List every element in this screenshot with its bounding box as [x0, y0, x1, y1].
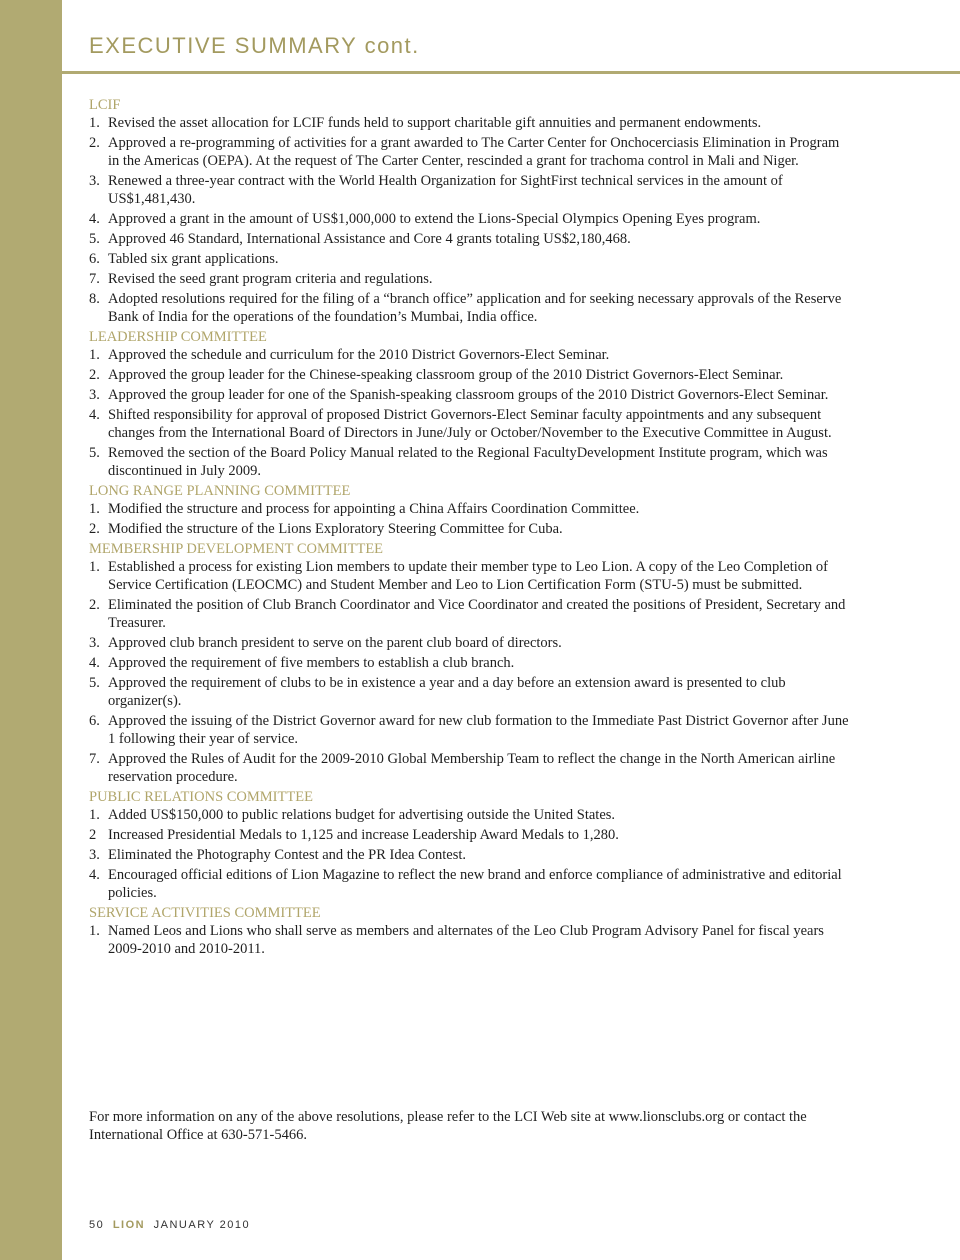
item-text: Eliminated the position of Club Branch Coordinator and Vice Coordinator and created the positions of President, Secretary and Treasurer.	[108, 597, 846, 631]
page-footer	[89, 1219, 250, 1231]
item-text: Approved the group leader for one of the Spanish-speaking classroom groups of the 2010 District Governors-Elect Seminar.	[108, 387, 829, 403]
section-list	[89, 346, 849, 480]
item-text: Modified the structure of the Lions Exploratory Steering Committee for Cuba.	[108, 521, 563, 537]
item-text: Increased Presidential Medals to 1,125 and increase Leadership Award Medals to 1,280.	[108, 827, 619, 843]
list-item	[89, 634, 849, 652]
item-number: 7.	[89, 271, 100, 287]
summary-content	[89, 96, 849, 960]
list-item	[89, 172, 849, 208]
item-text: Approved the issuing of the District Governor award for new club formation to the Immediate Past District Governor after June 1 following their year of service.	[108, 713, 849, 747]
item-text: Approved 46 Standard, International Assistance and Core 4 grants totaling US$2,180,468.	[108, 231, 631, 247]
section-heading: LCIF	[89, 97, 121, 113]
list-item	[89, 674, 849, 710]
item-number: 1.	[89, 347, 100, 363]
list-item	[89, 500, 849, 518]
item-text: Removed the section of the Board Policy Manual related to the Regional FacultyDevelopment Institute program, which was discontinued in July 2009.	[108, 445, 828, 479]
footer-note: For more information on any of the above resolutions, please refer to the LCI Web site at www.lionsclubs.org or contact the International Office at 630-571-5466.	[89, 1109, 807, 1143]
list-item	[89, 114, 849, 132]
item-number: 1.	[89, 501, 100, 517]
list-item	[89, 290, 849, 326]
section-list	[89, 806, 849, 902]
item-number: 2	[89, 827, 97, 843]
item-text: Approved the requirement of clubs to be in existence a year and a day before an extension award is presented to club organizer(s).	[108, 675, 786, 709]
item-text: Approved the schedule and curriculum for the 2010 District Governors-Elect Seminar.	[108, 347, 610, 363]
list-item	[89, 922, 849, 958]
list-item	[89, 712, 849, 748]
list-item	[89, 346, 849, 364]
list-item	[89, 250, 849, 268]
list-item	[89, 806, 849, 824]
item-text: Established a process for existing Lion members to update their member type to Leo Lion. A copy of the Leo Completion of Service Certification (LEOCMC) and Student Member and Leo to Lion Certification Form (STU-5) must be submitted.	[108, 559, 829, 593]
list-item	[89, 210, 849, 228]
item-number: 5.	[89, 675, 100, 691]
item-text: Tabled six grant applications.	[108, 251, 279, 267]
section-list	[89, 114, 849, 326]
item-number: 6.	[89, 251, 100, 267]
item-number: 2.	[89, 367, 100, 383]
item-text: Named Leos and Lions who shall serve as members and alternates of the Leo Club Program Advisory Panel for fiscal years 2009-2010 and 2010-2011.	[108, 923, 824, 957]
item-text: Shifted responsibility for approval of proposed District Governors-Elect Seminar faculty appointments and any subsequent changes from the International Board of Directors in June/July or October/November to the Executive Committee in August.	[108, 407, 832, 441]
item-text: Approved the Rules of Audit for the 2009-2010 Global Membership Team to reflect the change in the North American airline reservation procedure.	[108, 751, 836, 785]
item-text: Approved a grant in the amount of US$1,000,000 to extend the Lions-Special Olympics Opening Eyes program.	[108, 211, 761, 227]
item-number: 3.	[89, 387, 100, 403]
item-number: 7.	[89, 751, 100, 767]
item-number: 2.	[89, 135, 100, 151]
section-heading: SERVICE ACTIVITIES COMMITTEE	[89, 905, 321, 921]
page-title: EXECUTIVE SUMMARY cont.	[89, 33, 420, 58]
item-number: 2.	[89, 597, 100, 613]
item-number: 3.	[89, 635, 100, 651]
list-item	[89, 230, 849, 248]
section-heading: LEADERSHIP COMMITTEE	[89, 329, 267, 345]
item-text: Renewed a three-year contract with the World Health Organization for SightFirst technical services in the amount of US$1,481,430.	[108, 173, 783, 207]
list-item	[89, 520, 849, 538]
item-text: Approved the requirement of five members to establish a club branch.	[108, 655, 515, 671]
item-number: 1.	[89, 559, 100, 575]
item-text: Revised the asset allocation for LCIF funds held to support charitable gift annuities and permanent endowments.	[108, 115, 762, 131]
item-number: 6.	[89, 713, 100, 729]
item-number: 5.	[89, 231, 100, 247]
item-text: Added US$150,000 to public relations budget for advertising outside the United States.	[108, 807, 616, 823]
list-item	[89, 826, 849, 844]
list-item	[89, 846, 849, 864]
header-rule	[62, 71, 960, 74]
item-text: Modified the structure and process for appointing a China Affairs Coordination Committee.	[108, 501, 640, 517]
item-number: 4.	[89, 655, 100, 671]
section-list	[89, 500, 849, 538]
item-number: 1.	[89, 115, 100, 131]
item-number: 1.	[89, 807, 100, 823]
item-text: Approved the group leader for the Chinese-speaking classroom group of the 2010 District Governors-Elect Seminar.	[108, 367, 784, 383]
item-text: Revised the seed grant program criteria and regulations.	[108, 271, 433, 287]
section-heading: MEMBERSHIP DEVELOPMENT COMMITTEE	[89, 541, 384, 557]
issue-date: JANUARY 2010	[153, 1219, 251, 1231]
item-number: 4.	[89, 867, 100, 883]
page-number: 50	[89, 1219, 105, 1231]
list-item	[89, 270, 849, 288]
list-item	[89, 134, 849, 170]
item-text: Eliminated the Photography Contest and the PR Idea Contest.	[108, 847, 467, 863]
item-number: 3.	[89, 173, 100, 189]
list-item	[89, 444, 849, 480]
item-text: Approved club branch president to serve on the parent club board of directors.	[108, 635, 562, 651]
item-number: 5.	[89, 445, 100, 461]
item-number: 3.	[89, 847, 100, 863]
list-item	[89, 654, 849, 672]
magazine-brand: LION	[112, 1219, 146, 1231]
item-number: 4.	[89, 407, 100, 423]
item-text: Approved a re-programming of activities for a grant awarded to The Carter Center for Onchocerciasis Elimination in Program in the Americas (OEPA). At the request of The Carter Center, rescinded a grant for trachoma control in Mali and Niger.	[108, 135, 840, 169]
item-number: 8.	[89, 291, 100, 307]
item-text: Adopted resolutions required for the filing of a “branch office” application and for seeking necessary approvals of the Reserve Bank of India for the operations of the foundation’s Mumbai, India office.	[108, 291, 842, 325]
list-item	[89, 558, 849, 594]
list-item	[89, 406, 849, 442]
item-number: 4.	[89, 211, 100, 227]
item-number: 1.	[89, 923, 100, 939]
section-heading: PUBLIC RELATIONS COMMITTEE	[89, 789, 313, 805]
section-heading: LONG RANGE PLANNING COMMITTEE	[89, 483, 351, 499]
section-list	[89, 922, 849, 958]
list-item	[89, 866, 849, 902]
list-item	[89, 596, 849, 632]
list-item	[89, 366, 849, 384]
list-item	[89, 750, 849, 786]
item-number: 2.	[89, 521, 100, 537]
item-text: Encouraged official editions of Lion Magazine to reflect the new brand and enforce compliance of administrative and editorial policies.	[108, 867, 842, 901]
section-list	[89, 558, 849, 786]
left-sidebar-band	[0, 0, 62, 1260]
list-item	[89, 386, 849, 404]
